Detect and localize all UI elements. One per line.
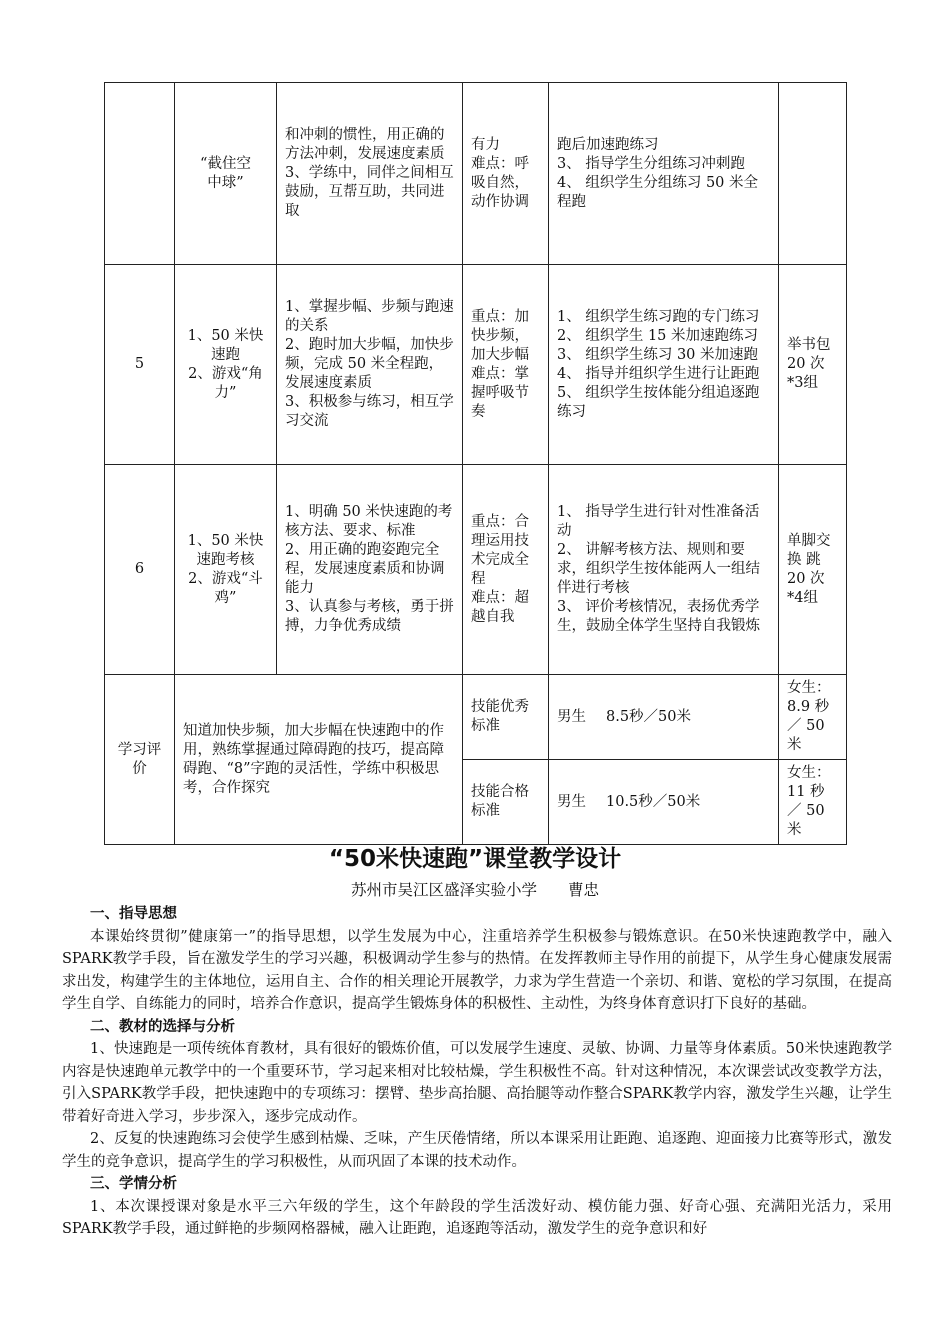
section-heading: 三、学情分析 xyxy=(90,1176,177,1192)
section-heading: 一、指导思想 xyxy=(90,906,177,922)
lesson-number xyxy=(105,83,175,265)
lesson-content: 1、50 米快速跑 2、游戏“角力” xyxy=(175,265,277,465)
lesson-plan-table xyxy=(104,82,847,845)
excellent-female: 女生：8.9 秒 ／ 50米 xyxy=(779,675,847,760)
gender-male: 男生 xyxy=(557,708,586,725)
document-body xyxy=(62,903,892,1241)
evaluation-label: 学习评价 xyxy=(105,675,175,845)
evaluation-row xyxy=(105,675,847,760)
lesson-key-points: 重点：合理运用技术完成全程 难点：超越自我 xyxy=(463,465,549,675)
lesson-number: 6 xyxy=(105,465,175,675)
gender-female: 女生 xyxy=(787,680,816,696)
gender-male: 男生 xyxy=(557,793,586,810)
lesson-number: 5 xyxy=(105,265,175,465)
lesson-extra xyxy=(779,83,847,265)
lesson-content: “截住空 中球” xyxy=(175,83,277,265)
gender-female: 女生 xyxy=(787,765,816,781)
lesson-methods: 跑后加速跑练习 3、 指导学生分组练习冲刺跑 4、 组织学生分组练习 50 米全程跑 xyxy=(549,83,779,265)
lesson-extra: 单脚交换 跳 20 次 *4组 xyxy=(779,465,847,675)
paragraph: 本课始终贯彻”健康第一”的指导思想，以学生发展为中心，注重培养学生积极参与锻炼意识。在50米快速跑教学中，融入SPARK教学手段，旨在激发学生的学习兴趣，积极调动学生参与的热情。在发挥教师主导作用的前提下，从学生身心健康发展需求出发，构建学生的主体地位，运用自主、合作的相关理论开展教学，力求为学生营造一个亲切、和谐、宽松的学习氛围，在提高学生自学、自练能力的同时，培养合作意识，提高学生锻炼身体的积极性、主动性，为终身体育意识打下良好的基础。 xyxy=(62,928,892,1012)
table-row xyxy=(105,465,847,675)
pass-female: 女生：11 秒 ／ 50米 xyxy=(779,760,847,845)
lesson-methods: 1、 指导学生进行针对性准备活动 2、 讲解考核方法、规则和要求，组织学生按体能两人一组结伴进行考核 3、 评价考核情况，表扬优秀学生，鼓励全体学生坚持自我锻炼 xyxy=(549,465,779,675)
lesson-goals: 1、明确 50 米快速跑的考核方法、要求、标准 2、用正确的跑姿跑完全程，发展速度素质和协调能力 3、认真参与考核，勇于拼搏，力争优秀成绩 xyxy=(277,465,463,675)
excellent-female-time: 8.9 秒 ／ 50米 xyxy=(787,699,830,753)
section-heading: 二、教材的选择与分析 xyxy=(90,1018,235,1035)
excellent-male xyxy=(549,675,779,760)
paragraph: 2、反复的快速跑练习会使学生感到枯燥、乏味，产生厌倦情绪，所以本课采用让距跑、追逐跑、迎面接力比赛等形式，激发学生的竞争意识，提高学生的学习积极性，从而巩固了本课的技术动作。 xyxy=(62,1131,892,1170)
lesson-goals: 1、掌握步幅、步频与跑速的关系 2、跑时加大步幅，加快步频，完成 50 米全程跑，发展速度素质 3、积极参与练习，相互学习交流 xyxy=(277,265,463,465)
document-title: “50米快速跑”课堂教学设计 xyxy=(328,846,622,872)
lesson-key-points: 有力 难点：呼吸自然，动作协调 xyxy=(463,83,549,265)
paragraph: 1、本次课授课对象是水平三六年级的学生，这个年龄段的学生活泼好动、模仿能力强、好奇心强、充满阳光活力，采用SPARK教学手段，通过鲜艳的步频网格器械，融入让距跑，追逐跑等活动，激发学生的竞争意识和好 xyxy=(62,1198,892,1237)
excellent-standard-label: 技能优秀标准 xyxy=(463,675,549,760)
paragraph: 1、快速跑是一项传统体育教材，具有很好的锻炼价值，可以发展学生速度、灵敏、协调、力量等身体素质。50米快速跑教学内容是快速跑单元教学中的一个重要环节，学习起来相对比较枯燥，学生积极性不高。针对这种情况，本次课尝试改变教学方法，引入SPARK教学手段，把快速跑中的专项练习：摆臂、垫步高抬腿、高抬腿等动作整合SPARK教学内容，激发学生兴趣，让学生带着好奇进入学习，步步深入，逐步完成动作。 xyxy=(62,1041,892,1125)
document-author: 苏州市吴江区盛泽实验小学 曹忠 xyxy=(350,881,599,899)
lesson-content: 1、50 米快速跑考核 2、游戏“斗鸡” xyxy=(175,465,277,675)
lesson-key-points: 重点：加快步频，加大步幅 难点：掌握呼吸节奏 xyxy=(463,265,549,465)
lesson-extra: 举书包 20 次 *3组 xyxy=(779,265,847,465)
lesson-goals: 和冲刺的惯性，用正确的方法冲刺，发展速度素质 3、学练中，同伴之间相互鼓励，互帮互助，共同进取 xyxy=(277,83,463,265)
table-row xyxy=(105,83,847,265)
excellent-male-time: 8.5秒／50米 xyxy=(606,708,692,725)
pass-male-time: 10.5秒／50米 xyxy=(606,793,701,810)
evaluation-description: 知道加快步频，加大步幅在快速跑中的作用，熟练掌握通过障碍跑的技巧，提高障碍跑、“8”字跑的灵活性，学练中积极思考，合作探究 xyxy=(175,675,463,845)
pass-female-time: 11 秒 ／ 50米 xyxy=(787,784,825,838)
pass-male xyxy=(549,760,779,845)
table-row xyxy=(105,265,847,465)
pass-standard-label: 技能合格标准 xyxy=(463,760,549,845)
lesson-methods: 1、 组织学生练习跑的专门练习 2、 组织学生 15 米加速跑练习 3、 组织学生练习 30 米加速跑 4、 指导并组织学生进行让距跑 5、 组织学生按体能分组追逐跑练习 xyxy=(549,265,779,465)
